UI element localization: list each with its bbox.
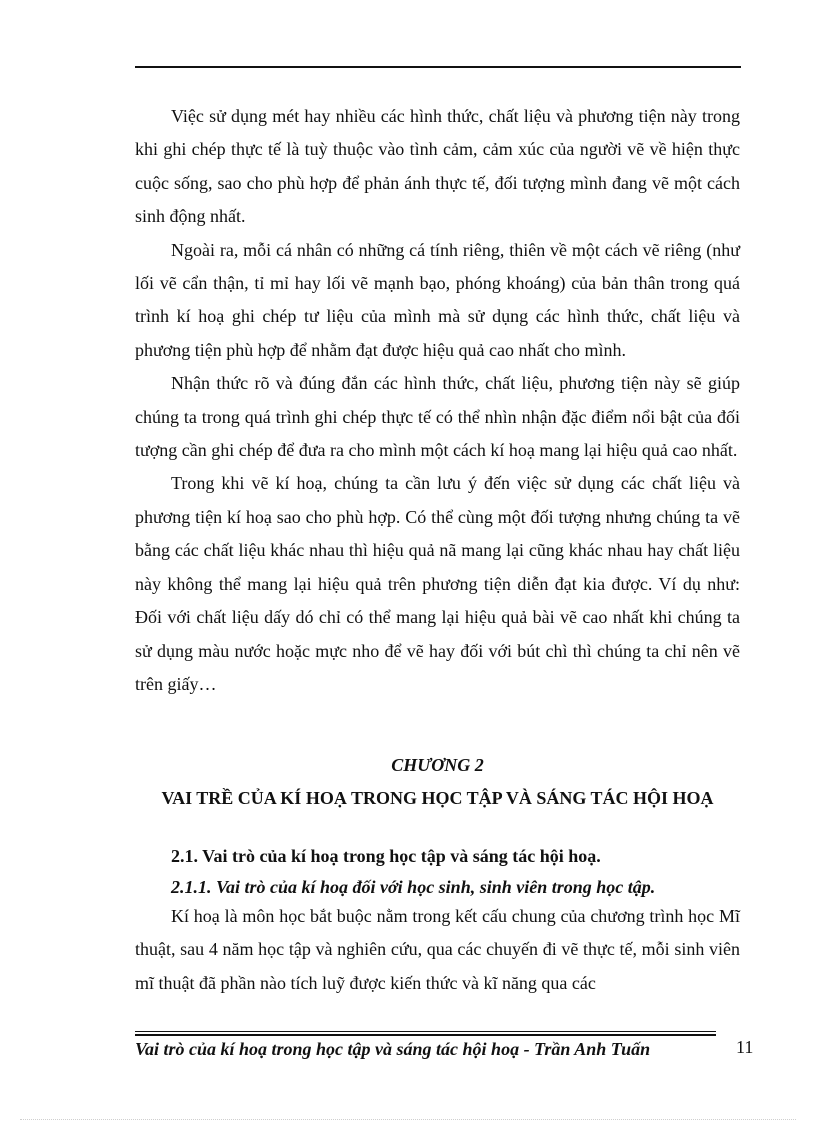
chapter-label: CHƯƠNG 2 (391, 755, 484, 775)
header-rule (135, 66, 741, 68)
footer-text: Vai trò của kí hoạ trong học tập và sáng tác hội hoạ - Trần Anh Tuấn (135, 1039, 651, 1059)
chapter-title: VAI TRỀ CỦA KÍ HOẠ TRONG HỌC TẬP VÀ SÁNG TÁC HỘI HOẠ (161, 788, 714, 808)
page-edge-divider (20, 1119, 796, 1120)
footer-rule (135, 1031, 716, 1032)
section-heading: 2.1. Vai trò của kí hoạ trong học tập và sáng tác hội hoạ. (171, 846, 601, 866)
subsection-heading: 2.1.1. Vai trò của kí hoạ đối với học sinh, sinh viên trong học tập. (171, 877, 656, 897)
body-text-top (135, 100, 740, 701)
page-number: 11 (736, 1037, 754, 1057)
paragraph: Việc sử dụng mét hay nhiều các hình thức, chất liệu và phương tiện này trong khi ghi chép thực tế là tuỳ thuộc vào tình cảm, cảm xúc của người vẽ về hiện thực cuộc sống, sao cho phù hợp để phản ánh thực tế, đối tượng mình đang vẽ một cách sinh động nhất. (135, 106, 740, 227)
paragraph: Trong khi vẽ kí hoạ, chúng ta cần lưu ý đến việc sử dụng các chất liệu và phương tiện kí hoạ sao cho phù hợp. Có thể cùng một đối tượng nhưng chúng ta vẽ bằng các chất liệu khác nhau thì hiệu quả nã mang lại cũng khác nhau hay chất liệu này không thể mang lại hiệu quả trên phương tiện diễn đạt kia được. Ví dụ như: Đối với chất liệu dấy dó chỉ có thể mang lại hiệu quả bài vẽ cao nhất khi chúng ta sử dụng màu nước hoặc mực nho để vẽ hay đối với bút chì thì chúng ta chỉ nên vẽ trên giấy… (135, 473, 740, 694)
paragraph: Nhận thức rõ và đúng đắn các hình thức, chất liệu, phương tiện này sẽ giúp chúng ta trong quá trình ghi chép thực tế có thể nhìn nhận đặc điểm nổi bật của đối tượng cần ghi chép để đưa ra cho mình một cách kí hoạ mang lại hiệu quả cao nhất. (135, 373, 740, 461)
body-text-bottom (135, 900, 740, 1000)
paragraph: Kí hoạ là môn học bắt buộc nằm trong kết cấu chung của chương trình học Mĩ thuật, sau 4 năm học tập và nghiên cứu, qua các chuyến đi vẽ thực tế, mỗi sinh viên mĩ thuật đã phần nào tích luỹ được kiến thức và kĩ năng qua các (135, 906, 740, 993)
paragraph: Ngoài ra, mỗi cá nhân có những cá tính riêng, thiên về một cách vẽ riêng (như lối vẽ cẩn thận, tỉ mỉ hay lối vẽ mạnh bạo, phóng khoáng) của bản thân trong quá trình kí hoạ ghi chép tư liệu của mình mà sử dụng các hình thức, chất liệu và phương tiện phù hợp để nhằm đạt được hiệu quả cao nhất cho mình. (135, 239, 740, 360)
footer-rule (135, 1034, 716, 1036)
